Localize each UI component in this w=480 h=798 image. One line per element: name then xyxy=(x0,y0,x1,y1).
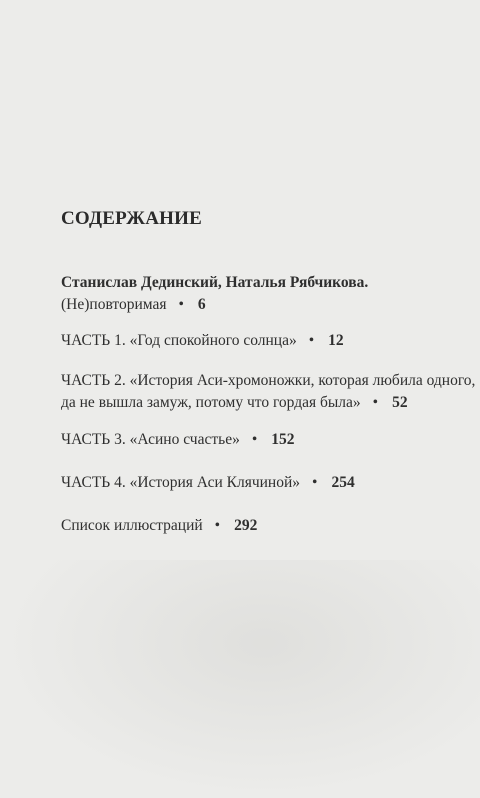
toc-entry-title: (Не)повторимая xyxy=(61,296,167,313)
toc-entry-title: ЧАСТЬ 1. «Год спокойного солнца» xyxy=(61,332,297,349)
toc-entry-page: 6 xyxy=(197,296,206,313)
toc-entry-page: 292 xyxy=(234,517,258,534)
toc-entry-page: 12 xyxy=(328,332,344,349)
separator-dot: • xyxy=(251,431,258,448)
toc-heading: СОДЕРЖАНИЕ xyxy=(61,208,202,229)
toc-entry-illustrations xyxy=(61,515,257,537)
toc-entry-part-3 xyxy=(61,429,295,451)
toc-entry-title-line2: да не вышла замуж, потому что гордая была» xyxy=(61,394,361,411)
toc-entry-intro xyxy=(61,272,368,316)
toc-entry-title: ЧАСТЬ 4. «История Аси Клячиной» xyxy=(61,474,301,491)
toc-entry-author: Станислав Дединский, Наталья Рябчикова. xyxy=(61,274,369,291)
toc-entry-page: 152 xyxy=(271,431,295,448)
toc-entry-page: 52 xyxy=(392,394,408,411)
separator-dot: • xyxy=(178,296,184,313)
toc-entry-title-line1: ЧАСТЬ 2. «История Аси-хромоножки, которая любила одного, xyxy=(61,372,476,389)
separator-dot: • xyxy=(372,394,379,411)
toc-entry-title: Список иллюстраций xyxy=(61,517,203,534)
toc-entry-part-2 xyxy=(61,370,475,414)
toc-entry-part-1 xyxy=(61,330,344,352)
separator-dot: • xyxy=(312,474,318,491)
toc-entry-title: ЧАСТЬ 3. «Асино счастье» xyxy=(61,431,240,448)
separator-dot: • xyxy=(308,332,315,349)
background-texture xyxy=(0,560,480,798)
toc-entry-part-4 xyxy=(61,472,355,494)
separator-dot: • xyxy=(214,517,221,534)
toc-entry-page: 254 xyxy=(331,474,355,491)
